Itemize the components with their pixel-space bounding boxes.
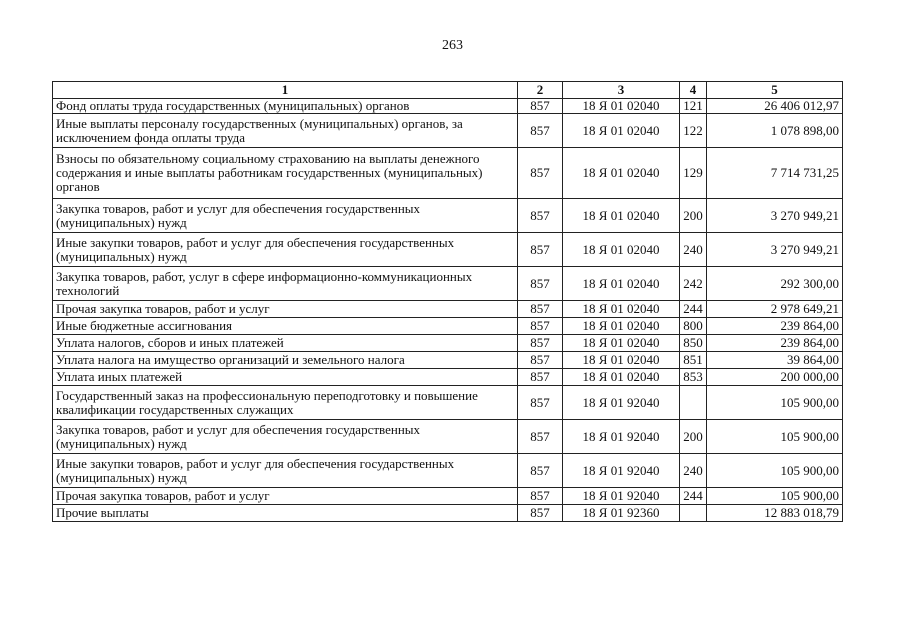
table-cell-sum: 39 864,00 [707,352,843,369]
table-cell-name: Закупка товаров, работ, услуг в сфере информационно-коммуникационных технологий [53,267,518,301]
table-cell-code: 18 Я 01 02040 [563,148,680,199]
table-cell-type: 121 [680,99,707,114]
column-header: 3 [563,82,680,99]
table-cell-type: 122 [680,114,707,148]
table-cell-sum: 1 078 898,00 [707,114,843,148]
table-cell-sum: 3 270 949,21 [707,233,843,267]
table-cell-sum: 12 883 018,79 [707,505,843,522]
table-cell-code: 18 Я 01 02040 [563,318,680,335]
table-cell-c: 857 [518,488,563,505]
table-cell-name: Закупка товаров, работ и услуг для обеспечения государственных (муниципальных) нужд [53,420,518,454]
table-cell-c: 857 [518,318,563,335]
table-cell-name: Прочая закупка товаров, работ и услуг [53,488,518,505]
table-cell-type: 200 [680,199,707,233]
column-header: 4 [680,82,707,99]
table-cell-c: 857 [518,233,563,267]
table-cell-type: 851 [680,352,707,369]
table-cell-c: 857 [518,386,563,420]
table-cell-code: 18 Я 01 02040 [563,233,680,267]
table-cell-name: Иные бюджетные ассигнования [53,318,518,335]
table-cell-sum: 105 900,00 [707,488,843,505]
page-number: 263 [442,38,463,53]
table-cell-type: 244 [680,301,707,318]
column-header: 2 [518,82,563,99]
table-cell-code: 18 Я 01 02040 [563,369,680,386]
table-cell-type: 853 [680,369,707,386]
table-cell-code: 18 Я 01 02040 [563,335,680,352]
table-cell-name: Уплата налога на имущество организаций и земельного налога [53,352,518,369]
table-cell-type: 240 [680,454,707,488]
table-row [53,369,843,386]
table-cell-c: 857 [518,369,563,386]
table-cell-name: Иные закупки товаров, работ и услуг для обеспечения государственных (муниципальных) нужд [53,454,518,488]
table-cell-c: 857 [518,335,563,352]
table-cell-type [680,386,707,420]
table-cell-name: Взносы по обязательному социальному страхованию на выплаты денежного содержания и иные выплаты работникам государственных (муниципальных) органов [53,148,518,199]
column-header: 5 [707,82,843,99]
table-cell-code: 18 Я 01 92360 [563,505,680,522]
table-cell-type: 244 [680,488,707,505]
table-row [53,267,843,301]
table-cell-c: 857 [518,99,563,114]
column-header: 1 [53,82,518,99]
table-row [53,488,843,505]
table-cell-code: 18 Я 01 92040 [563,488,680,505]
table-cell-c: 857 [518,352,563,369]
table-row [53,148,843,199]
table-cell-type: 242 [680,267,707,301]
table-cell-sum: 239 864,00 [707,318,843,335]
table-row [53,420,843,454]
table-cell-code: 18 Я 01 92040 [563,420,680,454]
table-cell-c: 857 [518,420,563,454]
table-cell-type: 129 [680,148,707,199]
table-cell-code: 18 Я 01 02040 [563,114,680,148]
table-cell-name: Государственный заказ на профессиональную переподготовку и повышение квалификации государственных служащих [53,386,518,420]
table-cell-code: 18 Я 01 02040 [563,301,680,318]
table-cell-c: 857 [518,301,563,318]
table-cell-name: Прочая закупка товаров, работ и услуг [53,301,518,318]
table-cell-sum: 105 900,00 [707,420,843,454]
table-row [53,318,843,335]
table-row [53,301,843,318]
table-cell-sum: 105 900,00 [707,386,843,420]
table-cell-name: Иные выплаты персоналу государственных (муниципальных) органов, за исключением фонда оплаты труда [53,114,518,148]
table-cell-sum: 200 000,00 [707,369,843,386]
table-row [53,352,843,369]
table-cell-name: Прочие выплаты [53,505,518,522]
table-cell-sum: 7 714 731,25 [707,148,843,199]
table-cell-name: Уплата налогов, сборов и иных платежей [53,335,518,352]
table-cell-sum: 292 300,00 [707,267,843,301]
table-row [53,233,843,267]
table-cell-sum: 239 864,00 [707,335,843,352]
table-row [53,114,843,148]
table-row [53,99,843,114]
table-row [53,386,843,420]
table-cell-c: 857 [518,148,563,199]
table-cell-type [680,505,707,522]
table-cell-code: 18 Я 01 02040 [563,267,680,301]
table-row [53,505,843,522]
table-cell-sum: 26 406 012,97 [707,99,843,114]
table-row [53,454,843,488]
table-cell-name: Уплата иных платежей [53,369,518,386]
table-cell-type: 200 [680,420,707,454]
table-cell-c: 857 [518,267,563,301]
budget-table [52,81,843,522]
table-cell-type: 800 [680,318,707,335]
table-cell-c: 857 [518,114,563,148]
table-row [53,335,843,352]
table-cell-c: 857 [518,199,563,233]
table-cell-name: Фонд оплаты труда государственных (муниципальных) органов [53,99,518,114]
table-cell-code: 18 Я 01 02040 [563,99,680,114]
table-cell-name: Закупка товаров, работ и услуг для обеспечения государственных (муниципальных) нужд [53,199,518,233]
table-cell-sum: 2 978 649,21 [707,301,843,318]
table-row [53,199,843,233]
table-cell-code: 18 Я 01 02040 [563,199,680,233]
table-cell-sum: 105 900,00 [707,454,843,488]
table-cell-c: 857 [518,505,563,522]
table-cell-code: 18 Я 01 92040 [563,454,680,488]
table-cell-code: 18 Я 01 02040 [563,352,680,369]
table-cell-name: Иные закупки товаров, работ и услуг для обеспечения государственных (муниципальных) нужд [53,233,518,267]
table-cell-code: 18 Я 01 92040 [563,386,680,420]
table-header-row [53,82,843,99]
table-cell-type: 240 [680,233,707,267]
table-cell-sum: 3 270 949,21 [707,199,843,233]
table-cell-type: 850 [680,335,707,352]
table-cell-c: 857 [518,454,563,488]
